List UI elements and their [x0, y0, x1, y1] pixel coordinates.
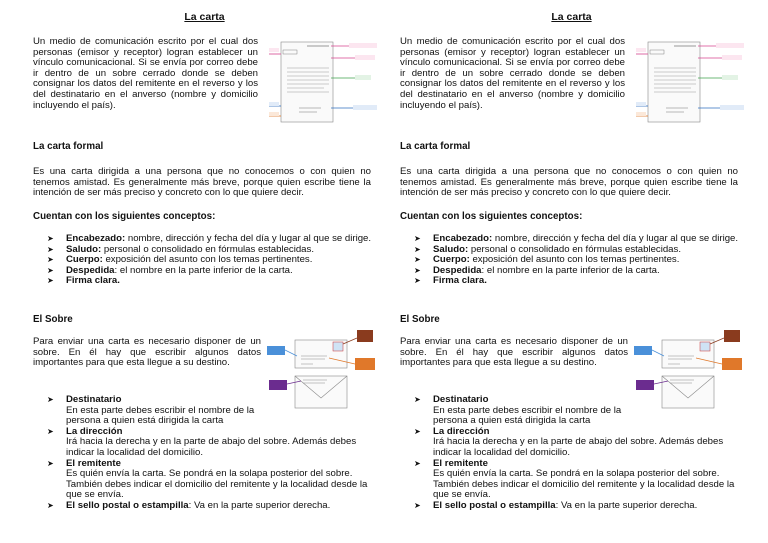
arrow-bullet-icon: ➤ [414, 244, 421, 254]
sobre-heading: El Sobre [400, 314, 440, 325]
sobre-heading: El Sobre [33, 314, 73, 325]
formal-paragraph: Es una carta dirigida a una persona que no conocemos o con quien no tenemos amistad. Es generalmente más breve, porque quien escribe tiene la intención de ser más preciso y concreto con lo que quiere decir. [33, 166, 371, 199]
sobre-list [400, 395, 740, 512]
list-item: ➤ Firma clara. [47, 275, 120, 287]
list-item: ➤ El remitente Es quién envía la carta. Se pondrá en la solapa posterior del sobre. También debes indicar el domicilio del remitente y la localidad desde la que se envía. [47, 457, 368, 501]
list-item: ➤ Cuerpo: exposición del asunto con los temas pertinentes. [414, 254, 680, 266]
list-item: ➤ La dirección Irá hacia la derecha y en la parte de abajo del sobre. Además debes indicar la localidad del domicilio. [47, 425, 357, 458]
conceptos-list [33, 234, 373, 287]
list-item: ➤ Encabezado: nombre, dirección y fecha del día y lugar al que se dirige. [47, 233, 372, 244]
letter-diagram-illustration [636, 40, 748, 125]
list-item: ➤ Encabezado: nombre, dirección y fecha del día y lugar al que se dirige. [414, 233, 739, 244]
list-item: ➤ Saludo: personal o consolidado en fórmulas establecidas. [47, 243, 314, 255]
arrow-bullet-icon: ➤ [414, 426, 421, 436]
list-item: ➤ Cuerpo: exposición del asunto con los temas pertinentes. [47, 254, 313, 266]
arrow-bullet-icon: ➤ [414, 234, 421, 243]
arrow-bullet-icon: ➤ [414, 458, 421, 468]
arrow-bullet-icon: ➤ [47, 265, 54, 275]
formal-heading: La carta formal [400, 141, 471, 152]
arrow-bullet-icon: ➤ [414, 276, 421, 286]
page-title: La carta [184, 11, 225, 23]
intro-paragraph: Un medio de comunicación escrito por el cual dos personas (emisor y receptor) logran establecer un vínculo comunicacional. Si se envía por correo debe ir dentro de un sobre cerrado donde se deben consignar los datos del remitente en el reverso y los del destinatario en el anverso (nombre y domicilio incluyendo el país). [400, 36, 625, 111]
formal-heading: La carta formal [33, 141, 104, 152]
conceptos-heading: Cuentan con los siguientes conceptos: [400, 211, 583, 222]
arrow-bullet-icon: ➤ [414, 255, 421, 265]
arrow-bullet-icon: ➤ [414, 500, 421, 510]
arrow-bullet-icon: ➤ [47, 458, 54, 468]
intro-paragraph: Un medio de comunicación escrito por el cual dos personas (emisor y receptor) logran establecer un vínculo comunicacional. Si se envía por correo debe ir dentro de un sobre cerrado donde se deben consignar los datos del remitente en el reverso y los del destinatario en el anverso (nombre y domicilio incluyendo el país). [33, 36, 258, 111]
arrow-bullet-icon: ➤ [47, 234, 54, 243]
arrow-bullet-icon: ➤ [47, 426, 54, 436]
list-item: ➤ El sello postal o estampilla: Va en la parte superior derecha. [47, 499, 331, 511]
conceptos-list [400, 234, 740, 287]
sobre-list [33, 395, 373, 512]
formal-paragraph: Es una carta dirigida a una persona que no conocemos o con quien no tenemos amistad. Es generalmente más breve, porque quien escribe tiene la intención de ser más preciso y concreto con lo que quiere decir. [400, 166, 738, 199]
sobre-paragraph: Para enviar una carta es necesario disponer de un sobre. En él hay que escribir algunos datos importantes para que esta llegue a su destino. [33, 336, 261, 369]
arrow-bullet-icon: ➤ [47, 276, 54, 286]
arrow-bullet-icon: ➤ [47, 244, 54, 254]
letter-diagram-illustration [269, 40, 381, 125]
list-item: ➤ El remitente Es quién envía la carta. Se pondrá en la solapa posterior del sobre. También debes indicar el domicilio del remitente y la localidad desde la que se envía. [414, 457, 735, 501]
list-item: ➤ Firma clara. [414, 275, 487, 287]
page-title: La carta [551, 11, 592, 23]
list-item: ➤ La dirección Irá hacia la derecha y en la parte de abajo del sobre. Además debes indicar la localidad del domicilio. [414, 425, 724, 458]
sobre-paragraph: Para enviar una carta es necesario disponer de un sobre. En él hay que escribir algunos datos importantes para que esta llegue a su destino. [400, 336, 628, 369]
column-left [33, 0, 376, 543]
arrow-bullet-icon: ➤ [414, 265, 421, 275]
column-right [400, 0, 743, 543]
conceptos-heading: Cuentan con los siguientes conceptos: [33, 211, 216, 222]
arrow-bullet-icon: ➤ [47, 255, 54, 265]
list-item: ➤ Despedida: el nombre en la parte inferior de la carta. [414, 264, 660, 276]
arrow-bullet-icon: ➤ [47, 395, 54, 404]
list-item: ➤ Destinatario En esta parte debes escribir el nombre de la persona a quien está dirigida la carta [414, 394, 622, 427]
arrow-bullet-icon: ➤ [47, 500, 54, 510]
list-item: ➤ Despedida: el nombre en la parte inferior de la carta. [47, 264, 293, 276]
list-item: ➤ El sello postal o estampilla: Va en la parte superior derecha. [414, 499, 698, 511]
arrow-bullet-icon: ➤ [414, 395, 421, 404]
list-item: ➤ Destinatario En esta parte debes escribir el nombre de la persona a quien está dirigida la carta [47, 394, 255, 427]
list-item: ➤ Saludo: personal o consolidado en fórmulas establecidas. [414, 243, 681, 255]
